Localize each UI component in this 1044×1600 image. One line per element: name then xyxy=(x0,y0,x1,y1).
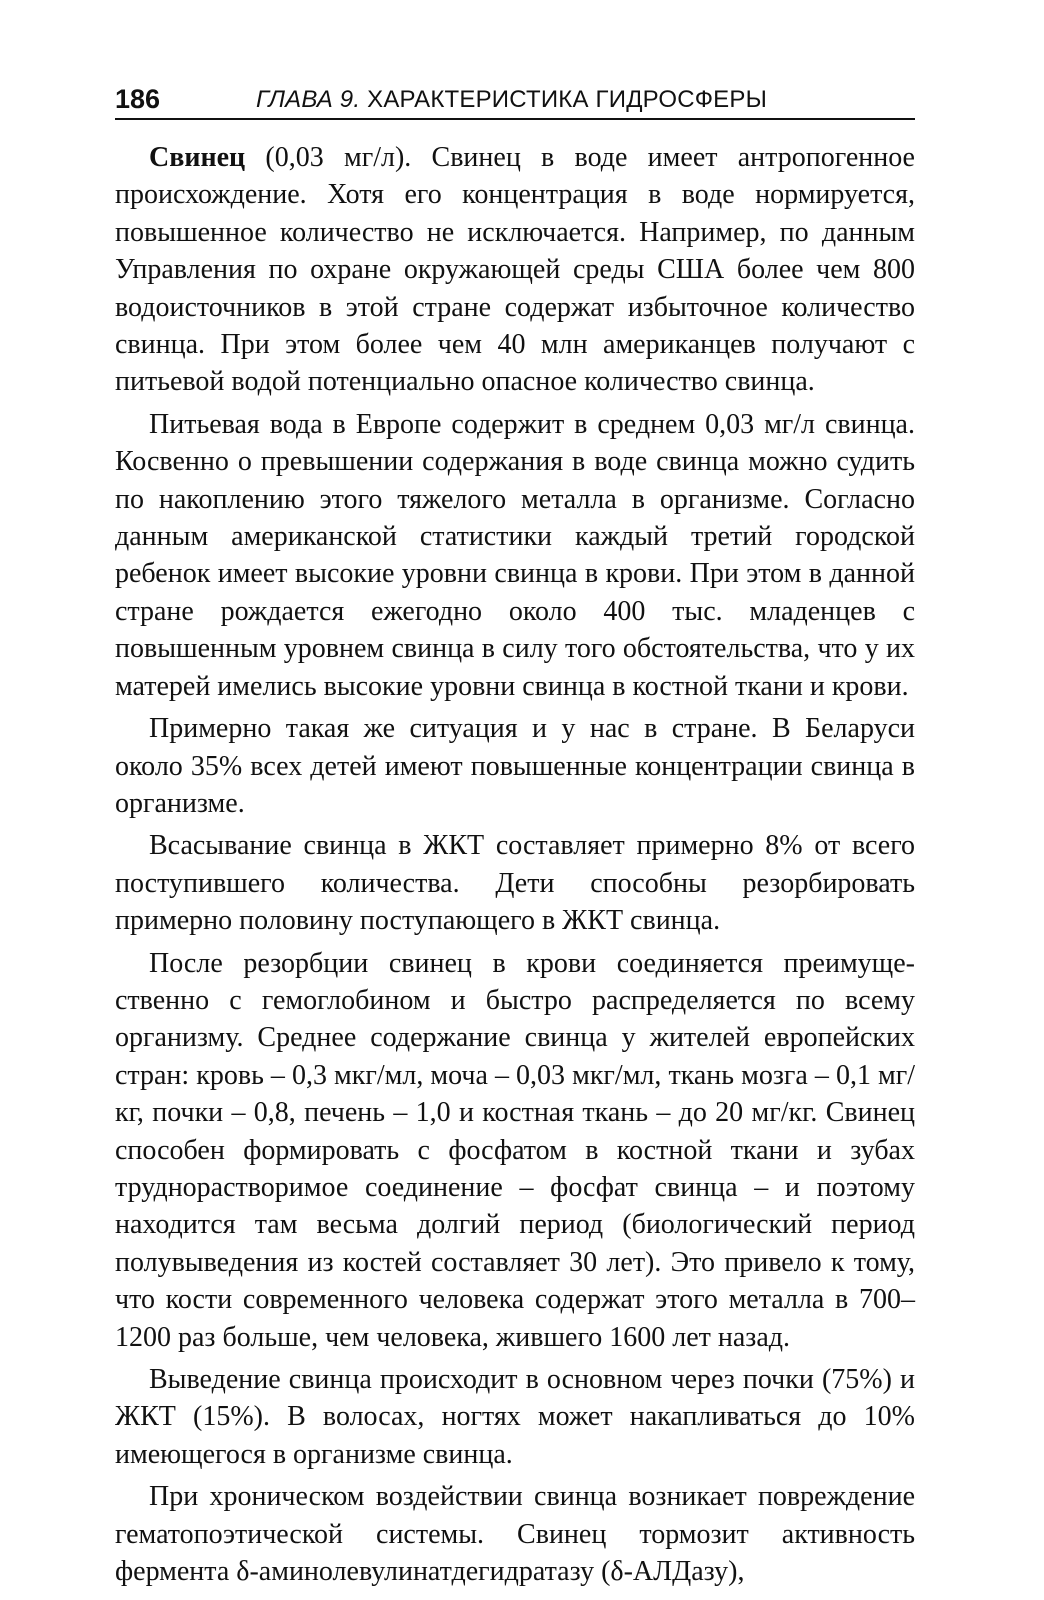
book-page xyxy=(115,78,915,1590)
page-number: 186 xyxy=(115,84,161,114)
paragraph: Примерно такая же ситуация и у нас в стране. В Беларуси около 35% всех детей имеют повышенные концентрации свинца в организме. xyxy=(115,713,915,819)
paragraph-lead-text: (0,03 мг/л). Свинец в воде имеет антропогенное происхождение. Хотя его концентрация в воде нормируется, повышенное количество не исключается. Например, по данным Управления по охране окружающей среды США более чем 800 водоисточников в этой стране содержат избыточное количество свинца. При этом более чем 40 млн американцев получают с питьевой водой потенциально опасное количество свинца. xyxy=(115,142,915,398)
paragraph: После резорбции свинец в крови соединяется преимущественно с гемоглобином и быстро распределяется по всему организму. Среднее содержание свинца у жителей европейских стран: кровь – 0,3 мкг/мл, моча – 0,03 мкг/мл, ткань мозга – 0,1 мг/кг, почки – 0,8, печень – 1,0 и костная ткань – до 20 мг/кг. Свинец способен формировать с фосфатом в костной ткани и зубах труднорастворимое соединение – фосфат свинца – и поэтому находится там весьма долгий период (биологический период полувыведения из костей составляет 30 лет). Это привело к тому, что кости современного человека содержат этого металла в 700–1200 раз больше, чем человека, жившего 1600 лет назад. xyxy=(115,947,915,1353)
paragraph: Питьевая вода в Европе содержит в среднем 0,03 мг/л свинца. Косвенно о превышении содержания в воде свинца можно судить по накоплению этого тяжелого металла в организме. Согласно данным американской статистики каждый третий городской ребенок имеет высокие уровни свинца в крови. При этом в данной стране рождается ежегодно около 400 тыс. младенцев с повышенным уровнем свинца в силу того обстоятельства, что у их матерей имелись высокие уровни свинца в костной ткани и крови. xyxy=(115,408,915,702)
chapter-title: ХАРАКТЕРИСТИКА ГИДРОСФЕРЫ xyxy=(367,86,768,113)
paragraph: Выведение свинца происходит в основном через почки (75%) и ЖКТ (15%). В волосах, ногтях может накапливаться до 10% имеющегося в организме свинца. xyxy=(115,1364,915,1470)
chapter-label: ГЛАВА 9. xyxy=(256,86,361,113)
paragraph-lead xyxy=(115,139,915,401)
paragraph: Всасывание свинца в ЖКТ составляет примерно 8% от всего поступившего количества. Дети способны резорбировать примерно половину поступающего в ЖКТ свинца. xyxy=(115,830,915,937)
paragraph: При хроническом воздействии свинца возникает повреждение гематопоэтической системы. Свинец тормозит активность фермента δ-аминолевулинатдегидратазу (δ-АЛДазу), xyxy=(115,1481,915,1588)
term-lead: Свинец xyxy=(149,142,246,173)
body-text xyxy=(115,139,915,1590)
running-header xyxy=(115,78,915,120)
chapter-heading xyxy=(256,86,767,114)
